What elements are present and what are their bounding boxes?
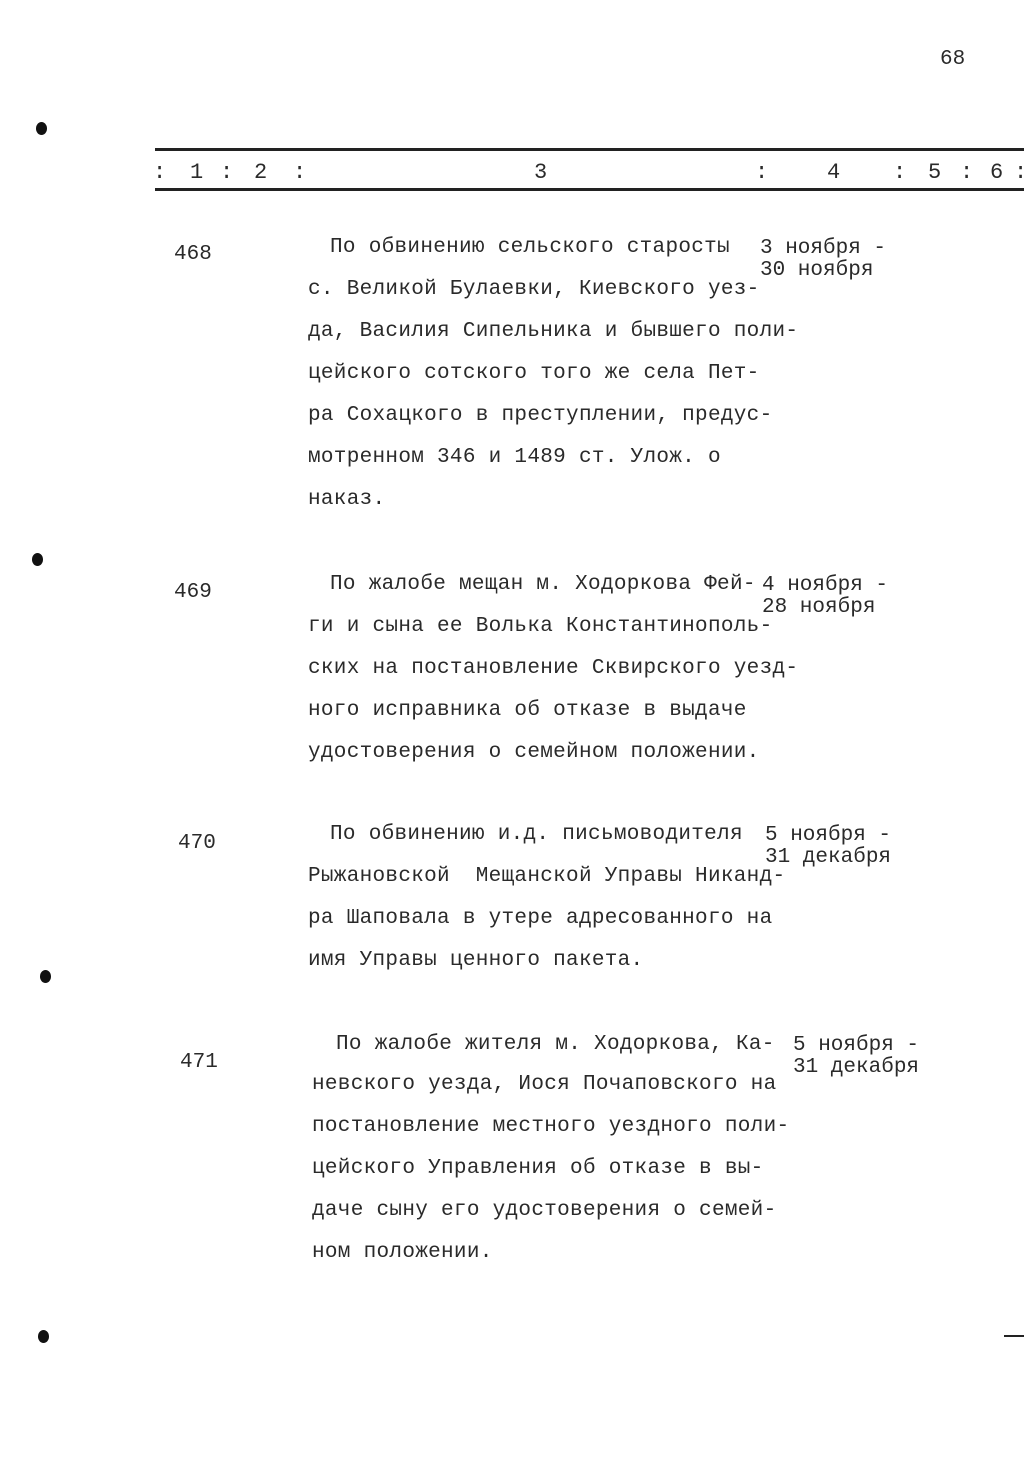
column-header-2: 2 (254, 160, 268, 185)
entry-number: 470 (178, 832, 216, 855)
entry-number: 471 (180, 1051, 218, 1074)
page-number: 68 (940, 48, 966, 71)
header-bottom-rule (155, 188, 1024, 191)
entry-text-line: ра Шаповала в утере адресованного на (308, 907, 773, 930)
entry-text-line: цейского Управления об отказе в вы- (312, 1157, 764, 1180)
punch-hole (40, 970, 51, 983)
date-end: 31 декабря (793, 1056, 920, 1079)
entry-text-line: с. Великой Булаевки, Киевского уез- (308, 278, 760, 301)
column-separator: : (220, 160, 234, 185)
entry-text-line: Рыжановской Мещанской Управы Никанд- (308, 865, 786, 888)
date-end: 28 ноября (762, 596, 876, 619)
entry-text-line: мотренном 346 и 1489 ст. Улож. о (308, 446, 721, 469)
entry-number: 469 (174, 581, 212, 604)
column-header-3: 3 (534, 160, 548, 185)
edge-mark (1004, 1335, 1024, 1337)
entry-text-line: ских на постановление Сквирского уезд- (308, 657, 799, 680)
column-separator: : (755, 160, 769, 185)
entry-text-line: даче сыну его удостоверения о семей- (312, 1199, 777, 1222)
entry-text-line: удостоверения о семейном положении. (308, 741, 760, 764)
entry-text-line: ном положении. (312, 1241, 493, 1264)
column-header-6: 6 (990, 160, 1004, 185)
punch-hole (38, 1330, 49, 1343)
date-start: 5 ноября - (765, 824, 892, 847)
column-separator: : (893, 160, 907, 185)
entry-text-line: да, Василия Сипельника и бывшего поли- (308, 320, 799, 343)
entry-text-line: ги и сына ее Волька Константинополь- (308, 615, 773, 638)
entry-text-line: По обвинению и.д. письмоводителя (330, 823, 743, 846)
entry-text-line: постановление местного уездного поли- (312, 1115, 790, 1138)
punch-hole (36, 122, 47, 135)
entry-number: 468 (174, 243, 212, 266)
entry-text-line: ного исправника об отказе в выдаче (308, 699, 747, 722)
date-start: 5 ноября - (793, 1034, 920, 1057)
entry-text-line: имя Управы ценного пакета. (308, 949, 644, 972)
date-end: 31 декабря (765, 846, 892, 869)
entry-text-line: ра Сохацкого в преступлении, предус- (308, 404, 773, 427)
entry-text-line: По жалобе жителя м. Ходоркова, Ка- (336, 1033, 775, 1056)
date-end: 30 ноября (760, 259, 874, 282)
entry-text-line: По обвинению сельского старосты (330, 236, 730, 259)
date-start: 3 ноября - (760, 237, 887, 260)
column-header-4: 4 (827, 160, 841, 185)
punch-hole (32, 553, 43, 566)
entry-text-line: невского уезда, Иося Почаповского на (312, 1073, 777, 1096)
header-top-rule (155, 148, 1024, 151)
entry-text-line: наказ. (308, 488, 386, 511)
date-start: 4 ноября - (762, 574, 889, 597)
column-separator: : (1014, 160, 1027, 185)
entry-text-line: По жалобе мещан м. Ходоркова Фей- (330, 573, 756, 596)
column-header-1: 1 (190, 160, 204, 185)
column-separator: : (153, 160, 167, 185)
column-header-5: 5 (928, 160, 942, 185)
column-separator: : (960, 160, 974, 185)
entry-text-line: цейского сотского того же села Пет- (308, 362, 760, 385)
column-separator: : (293, 160, 307, 185)
